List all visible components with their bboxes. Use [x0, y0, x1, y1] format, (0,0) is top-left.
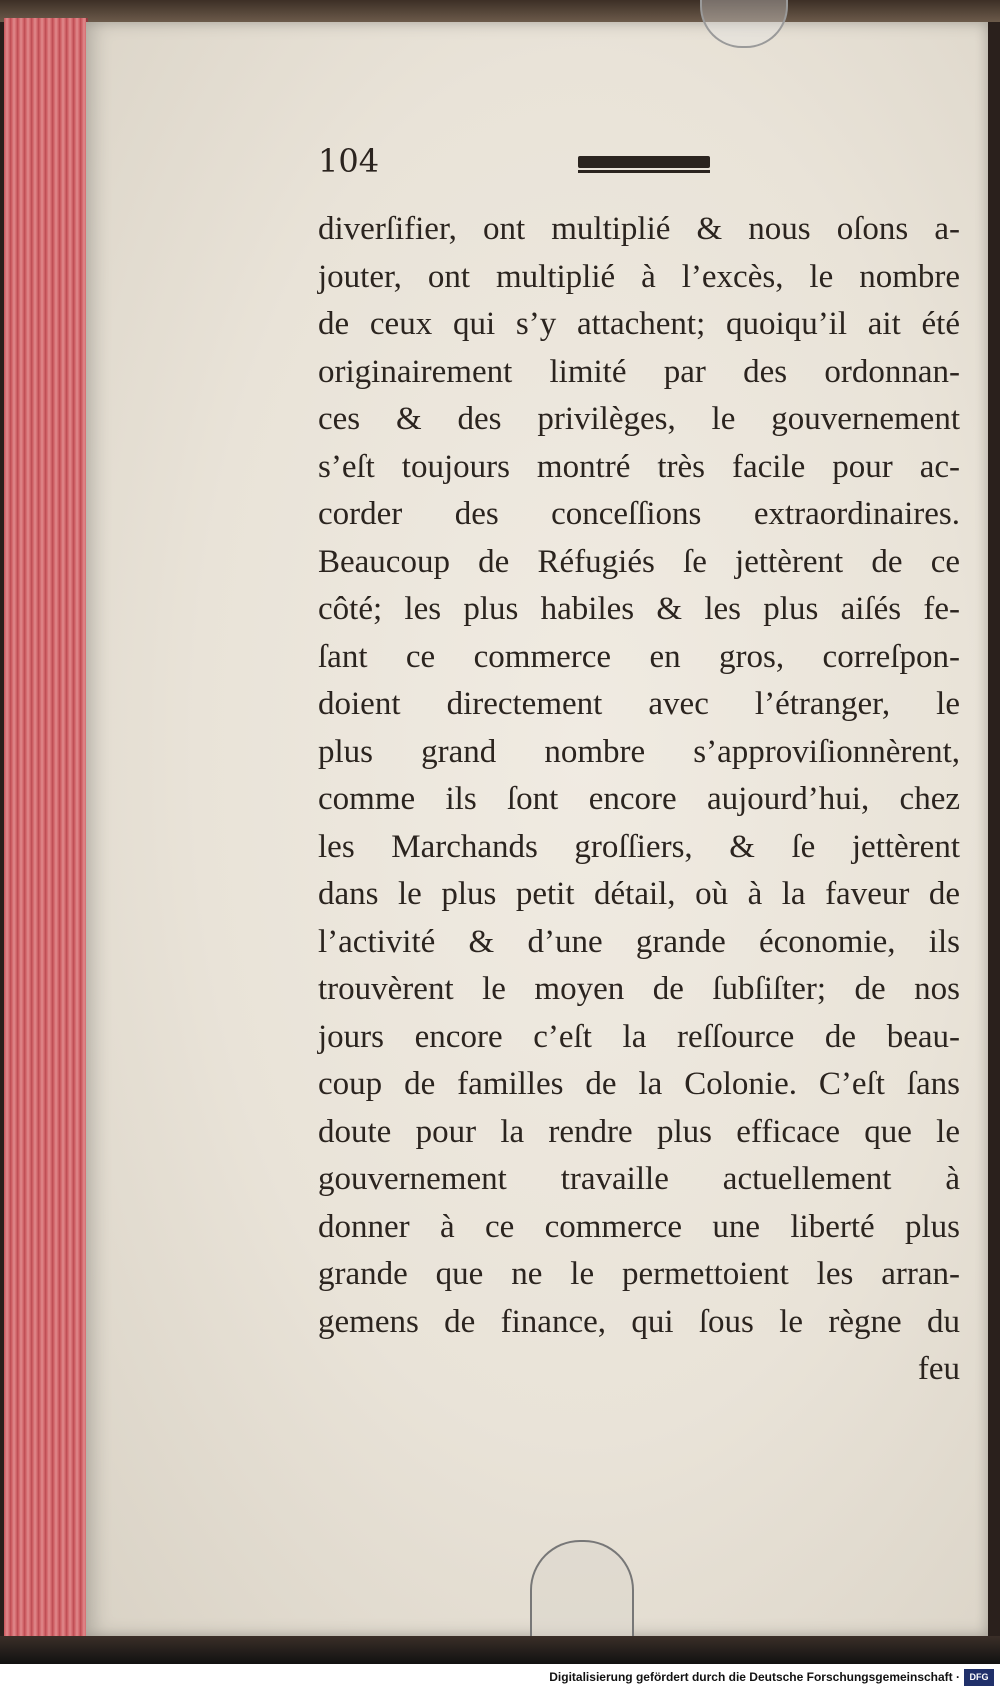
text-line: grande que ne le permettoient les arran- [318, 1256, 960, 1292]
book-top-edge [0, 0, 1000, 22]
catchword: feu [917, 1351, 960, 1387]
text-line: trouvèrent le moyen de ſubſiſter; de nos [318, 971, 960, 1007]
text-line: doient directement avec l’étranger, le [318, 686, 960, 722]
page-number: 104 [318, 142, 380, 180]
text-line: jouter, ont multiplié à l’excès, le nombre [318, 258, 960, 295]
text-line: corder des conceſſions extraordinaires. [318, 496, 960, 532]
text-line: plus grand nombre s’approviſionnèrent, [318, 733, 960, 770]
body-text [318, 206, 960, 1394]
text-line: jours encore c’eſt la reſſource de beau- [318, 1018, 960, 1055]
text-line: ces & des privilèges, le gouvernement [318, 401, 960, 437]
text-line: coup de familles de la Colonie. C’eſt ſans [318, 1066, 960, 1102]
page-clip-bottom [530, 1540, 634, 1642]
text-line: les Marchands groſſiers, & ſe jettèrent [318, 828, 960, 865]
text-line: de ceux qui s’y attachent; quoiqu’il ait été [318, 306, 960, 342]
text-line: côté; les plus habiles & les plus aiſés fe- [318, 591, 960, 627]
dfg-logo: DFG [964, 1669, 994, 1686]
text-line: diverſifier, ont multiplié & nous oſons a- [318, 211, 960, 247]
header-rule [578, 156, 710, 168]
funding-credit: Digitalisierung gefördert durch die Deutsche Forschungsgemeinschaft · [549, 1670, 960, 1684]
text-line: gemens de finance, qui ſous le règne du [318, 1303, 960, 1340]
text-line: Beaucoup de Réfugiés ſe jettèrent de ce [318, 543, 960, 580]
text-line: s’eſt toujours montré très facile pour ac- [318, 448, 960, 485]
red-page-edges [4, 18, 88, 1640]
text-line: l’activité & d’une grande économie, ils [318, 923, 960, 960]
footer-bar [0, 1664, 1000, 1694]
text-line: gouvernement travaille actuellement à [318, 1161, 960, 1197]
text-line: doute pour la rendre plus efficace que le [318, 1113, 960, 1150]
text-line: originairement limité par des ordonnan- [318, 353, 960, 390]
text-line: dans le plus petit détail, où à la faveur de [318, 876, 960, 912]
text-line: ſant ce commerce en gros, correſpon- [318, 638, 960, 675]
book-bottom-edge [0, 1636, 1000, 1664]
text-line: donner à ce commerce une liberté plus [318, 1208, 960, 1245]
text-line: comme ils ſont encore aujourd’hui, chez [318, 781, 960, 817]
